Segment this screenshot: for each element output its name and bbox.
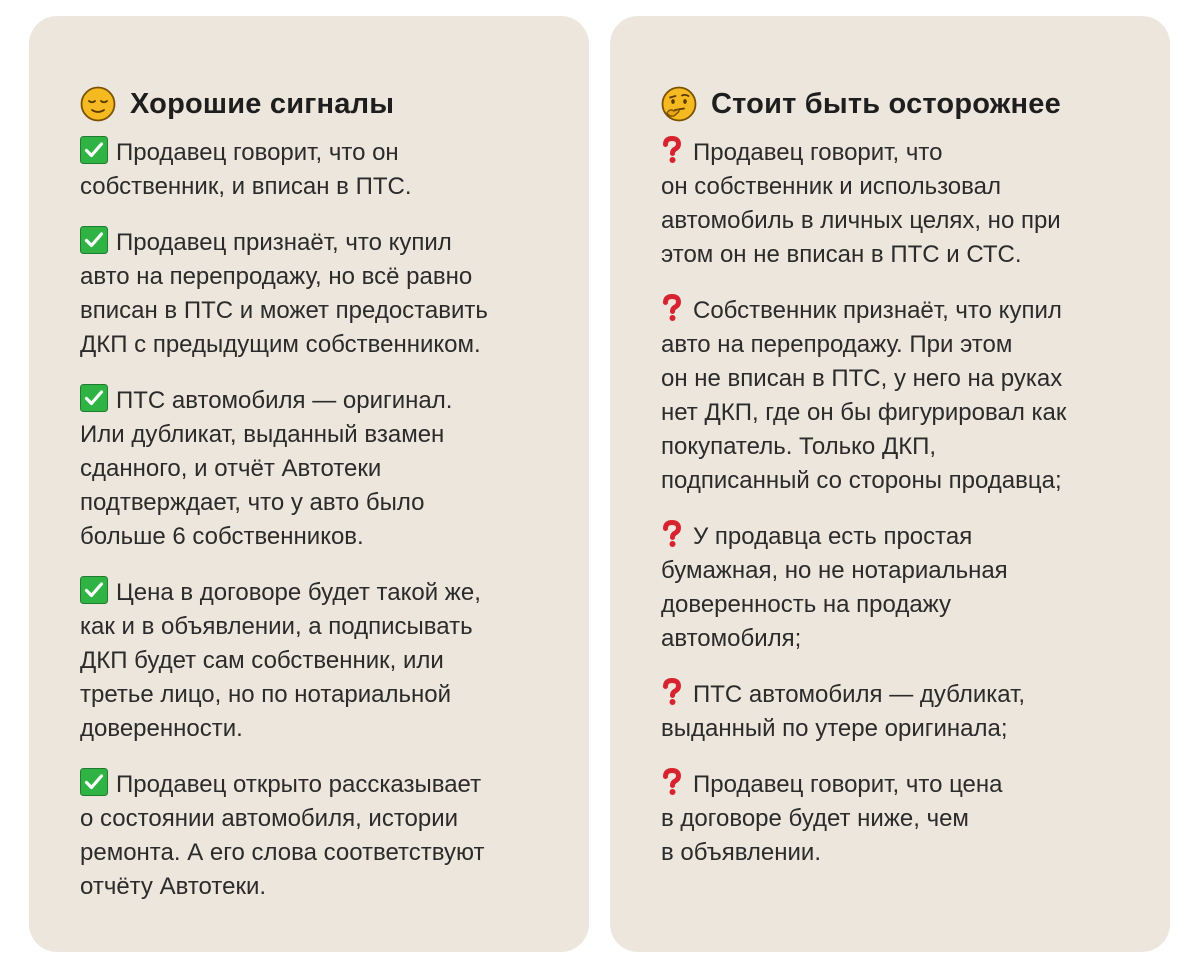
question-mark-icon: [661, 768, 683, 796]
question-mark-icon: [661, 678, 683, 706]
relieved-face-icon: [80, 86, 116, 122]
list-item: [80, 226, 549, 362]
item-text: ПТС автомобиля — дубликат, выданный по утере оригинала;: [661, 681, 1026, 742]
item-text: Цена в договоре будет такой же, как и в объявлении, а подписывать ДКП будет сам собственник, или третье лицо, но по нотариальной доверенности.: [80, 579, 481, 742]
check-mark-icon: [80, 226, 108, 254]
thinking-face-icon: [661, 86, 697, 122]
list-item: [80, 136, 549, 204]
item-text: Собственник признаёт, что купил авто на перепродажу. При этом он не вписан в ПТС, у него на руках нет ДКП, где он бы фигурировал как покупатель. Только ДКП, подписанный со стороны продавца;: [661, 297, 1067, 494]
question-mark-icon: [661, 520, 683, 548]
item-text: Продавец говорит, что он собственник и использовал автомобиль в личных целях, но при этом он не вписан в ПТС и СТС.: [661, 139, 1061, 268]
check-mark-icon: [80, 768, 108, 796]
caution-signals-card: [610, 16, 1170, 952]
question-mark-icon: [661, 294, 683, 322]
check-mark-icon: [80, 136, 108, 164]
check-mark-icon: [80, 384, 108, 412]
caution-signals-header: [661, 82, 1130, 126]
list-item: [80, 384, 549, 554]
list-item: [661, 678, 1130, 746]
good-signals-title: Хорошие сигналы: [130, 87, 395, 120]
item-text: Продавец говорит, что цена в договоре будет ниже, чем в объявлении.: [661, 771, 1003, 866]
good-signals-card: [29, 16, 589, 952]
good-signals-list: [80, 136, 549, 904]
item-text: Продавец признаёт, что купил авто на перепродажу, но всё равно вписан в ПТС и может предоставить ДКП с предыдущим собственником.: [80, 229, 488, 358]
list-item: [80, 768, 549, 904]
item-text: У продавца есть простая бумажная, но не нотариальная доверенность на продажу автомобиля;: [661, 523, 1008, 652]
list-item: [661, 136, 1130, 272]
item-text: ПТС автомобиля — оригинал. Или дубликат, выданный взамен сданного, и отчёт Автотеки подтверждает, что у авто было больше 6 собственников.: [80, 387, 453, 550]
list-item: [661, 294, 1130, 498]
caution-signals-list: [661, 136, 1130, 870]
list-item: [80, 576, 549, 746]
caution-signals-title: Стоит быть осторожнее: [711, 87, 1061, 120]
good-signals-header: [80, 82, 549, 126]
question-mark-icon: [661, 136, 683, 164]
item-text: Продавец говорит, что он собственник, и вписан в ПТС.: [80, 139, 412, 200]
item-text: Продавец открыто рассказывает о состоянии автомобиля, истории ремонта. А его слова соответствуют отчёту Автотеки.: [80, 771, 485, 900]
list-item: [661, 520, 1130, 656]
list-item: [661, 768, 1130, 870]
check-mark-icon: [80, 576, 108, 604]
